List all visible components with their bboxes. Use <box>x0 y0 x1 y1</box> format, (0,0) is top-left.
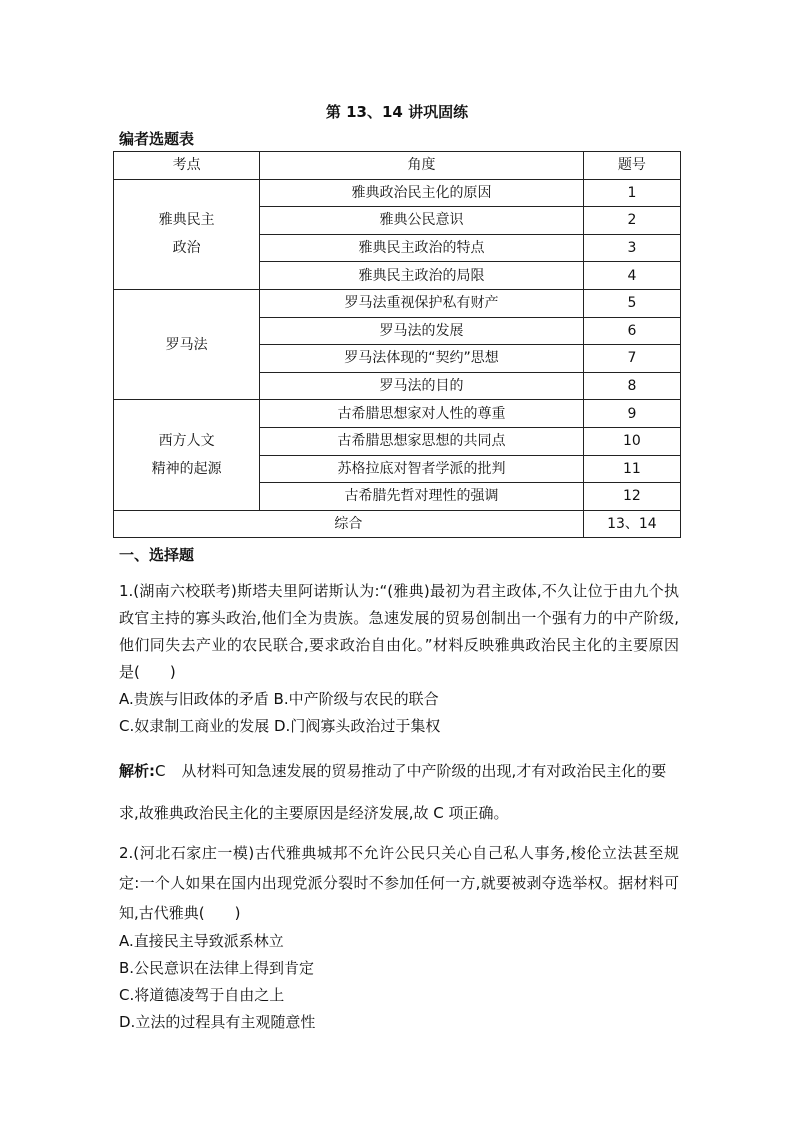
question-option: A.直接民主导致派系林立 <box>119 932 284 950</box>
question-option: C.将道德凌驾于自由之上 <box>119 986 285 1004</box>
number-cell: 8 <box>583 372 680 400</box>
number-cell: 12 <box>583 483 680 511</box>
table-row <box>114 400 681 428</box>
header-topic: 考点 <box>114 152 260 180</box>
number-cell: 5 <box>583 289 680 317</box>
number-cell: 4 <box>583 262 680 290</box>
section-heading: 一、选择题 <box>119 546 195 564</box>
question-1-analysis <box>119 750 679 834</box>
angle-cell: 罗马法的目的 <box>260 372 584 400</box>
topic-cell-roman-law <box>114 289 260 399</box>
topic-line: 精神的起源 <box>151 461 222 478</box>
angle-cell: 罗马法的发展 <box>260 317 584 345</box>
table-row <box>114 179 681 207</box>
table-caption: 编者选题表 <box>119 130 195 148</box>
table-summary-row <box>114 510 681 538</box>
question-option: D.立法的过程具有主观随意性 <box>119 1013 316 1031</box>
table-row <box>114 289 681 317</box>
number-cell: 9 <box>583 400 680 428</box>
analysis-text: 从材料可知急速发展的贸易推动了中产阶级的出现,才有对政治民主化的要求,故雅典政治民主化的主要原因是经济发展,故 C 项正确。 <box>119 762 667 822</box>
number-cell: 7 <box>583 345 680 373</box>
header-number: 题号 <box>583 152 680 180</box>
question-options-line: C.奴隶制工商业的发展 D.门阀寡头政治过于集权 <box>119 717 441 735</box>
number-cell: 1 <box>583 179 680 207</box>
angle-cell: 罗马法重视保护私有财产 <box>260 289 584 317</box>
topic-selection-table <box>113 151 681 538</box>
summary-label: 综合 <box>114 510 584 538</box>
question-stem: 1.(湖南六校联考)斯塔夫里阿诺斯认为:“(雅典)最初为君主政体,不久让位于由九个执政官主持的寡头政治,他们全为贵族。急速发展的贸易创制出一个强有力的中产阶级,他们同失去产业的农民联合,要求政治自由化。”材料反映雅典政治民主化的主要原因是( ) <box>119 582 679 681</box>
question-stem: 2.(河北石家庄一模)古代雅典城邦不允许公民只关心自己私人事务,梭伦立法甚至规定:一个人如果在国内出现党派分裂时不参加任何一方,就要被剥夺选举权。据材料可知,古代雅典( ) <box>119 844 679 922</box>
number-cell: 11 <box>583 455 680 483</box>
analysis-label: 解析: <box>119 762 155 780</box>
angle-cell: 古希腊思想家思想的共同点 <box>260 427 584 455</box>
topic-line: 雅典民主 <box>158 212 215 229</box>
number-cell: 10 <box>583 427 680 455</box>
angle-cell: 苏格拉底对智者学派的批判 <box>260 455 584 483</box>
angle-cell: 雅典公民意识 <box>260 207 584 235</box>
topic-line: 西方人文 <box>158 433 215 450</box>
angle-cell: 古希腊思想家对人性的尊重 <box>260 400 584 428</box>
table-header-row <box>114 152 681 180</box>
angle-cell: 雅典政治民主化的原因 <box>260 179 584 207</box>
number-cell: 3 <box>583 234 680 262</box>
angle-cell: 罗马法体现的“契约”思想 <box>260 345 584 373</box>
page-title: 第 13、14 讲巩固练 <box>325 103 469 121</box>
number-cell: 2 <box>583 207 680 235</box>
question-options-line: A.贵族与旧政体的矛盾 B.中产阶级与农民的联合 <box>119 690 439 708</box>
topic-line: 政治 <box>172 240 201 257</box>
angle-cell: 古希腊先哲对理性的强调 <box>260 483 584 511</box>
topic-line: 罗马法 <box>165 336 208 353</box>
angle-cell: 雅典民主政治的局限 <box>260 262 584 290</box>
number-cell: 6 <box>583 317 680 345</box>
question-2 <box>119 838 679 1036</box>
question-option: B.公民意识在法律上得到肯定 <box>119 959 315 977</box>
analysis-answer: C <box>155 762 166 780</box>
topic-cell-humanism <box>114 400 260 510</box>
summary-number: 13、14 <box>583 510 680 538</box>
question-1 <box>119 578 679 740</box>
header-angle: 角度 <box>260 152 584 180</box>
angle-cell: 雅典民主政治的特点 <box>260 234 584 262</box>
topic-cell-athens <box>114 179 260 289</box>
